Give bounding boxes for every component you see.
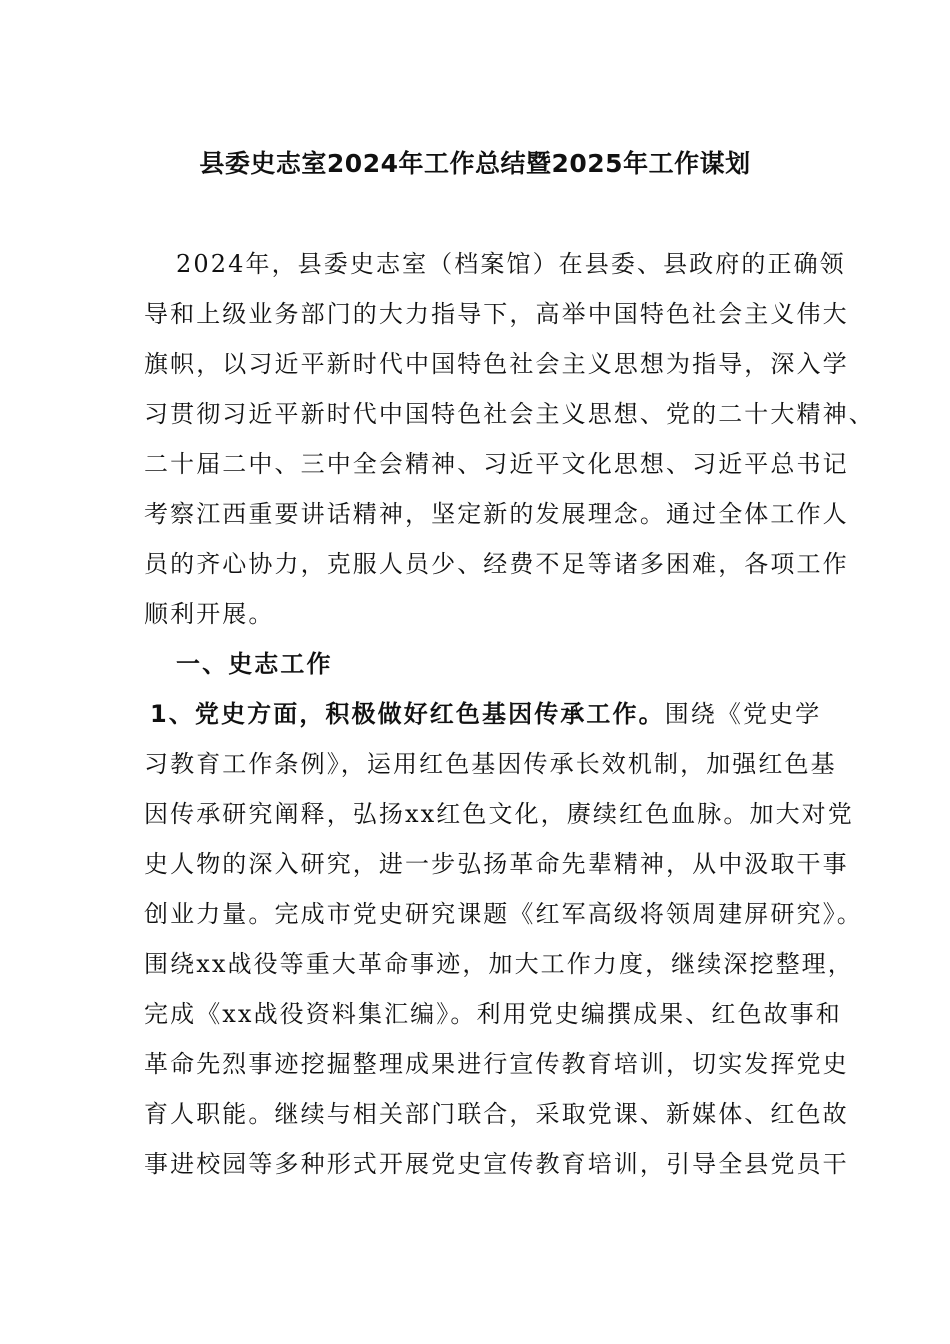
section-heading: 一、史志工作 bbox=[176, 650, 333, 678]
document-title: 县委史志室2024年工作总结暨2025年工作谋划 bbox=[199, 149, 751, 178]
body-line: 习教育工作条例》，运用红色基因传承长效机制，加强红色基 bbox=[144, 750, 837, 778]
intro-line: 考察江西重要讲话精神，坚定新的发展理念。通过全体工作人 bbox=[144, 500, 849, 528]
body-line: 史人物的深入研究，进一步弘扬革命先辈精神，从中汲取干事 bbox=[144, 850, 849, 878]
item-first-line bbox=[150, 698, 821, 730]
item-lead-rest: 围绕《党史学 bbox=[664, 700, 822, 728]
body-line: 因传承研究阐释，弘扬xx红色文化，赓续红色血脉。加大对党 bbox=[144, 800, 854, 828]
intro-line: 旗帜，以习近平新时代中国特色社会主义思想为指导，深入学 bbox=[144, 350, 849, 378]
intro-line: 顺利开展。 bbox=[144, 600, 275, 628]
body-line: 完成《xx战役资料集汇编》。利用党史编撰成果、红色故事和 bbox=[144, 1000, 842, 1028]
intro-line: 导和上级业务部门的大力指导下，高举中国特色社会主义伟大 bbox=[144, 300, 849, 328]
intro-line: 员的齐心协力，克服人员少、经费不足等诸多困难，各项工作 bbox=[144, 550, 849, 578]
body-line: 育人职能。继续与相关部门联合，采取党课、新媒体、红色故 bbox=[144, 1100, 849, 1128]
intro-line: 习贯彻习近平新时代中国特色社会主义思想、党的二十大精神、 bbox=[144, 400, 875, 428]
body-line: 围绕xx战役等重大革命事迹，加大工作力度，继续深挖整理， bbox=[144, 950, 854, 978]
body-line: 创业力量。完成市党史研究课题《红军高级将领周建屏研究》。 bbox=[144, 900, 863, 928]
body-line: 革命先烈事迹挖掘整理成果进行宣传教育培训，切实发挥党史 bbox=[144, 1050, 849, 1078]
intro-line: 二十届二中、三中全会精神、习近平文化思想、习近平总书记 bbox=[144, 450, 849, 478]
body-line: 事进校园等多种形式开展党史宣传教育培训，引导全县党员干 bbox=[144, 1150, 849, 1178]
intro-line: 2024年，县委史志室（档案馆）在县委、县政府的正确领 bbox=[176, 250, 846, 278]
item-lead: 1、党史方面，积极做好红色基因传承工作。 bbox=[150, 700, 665, 728]
